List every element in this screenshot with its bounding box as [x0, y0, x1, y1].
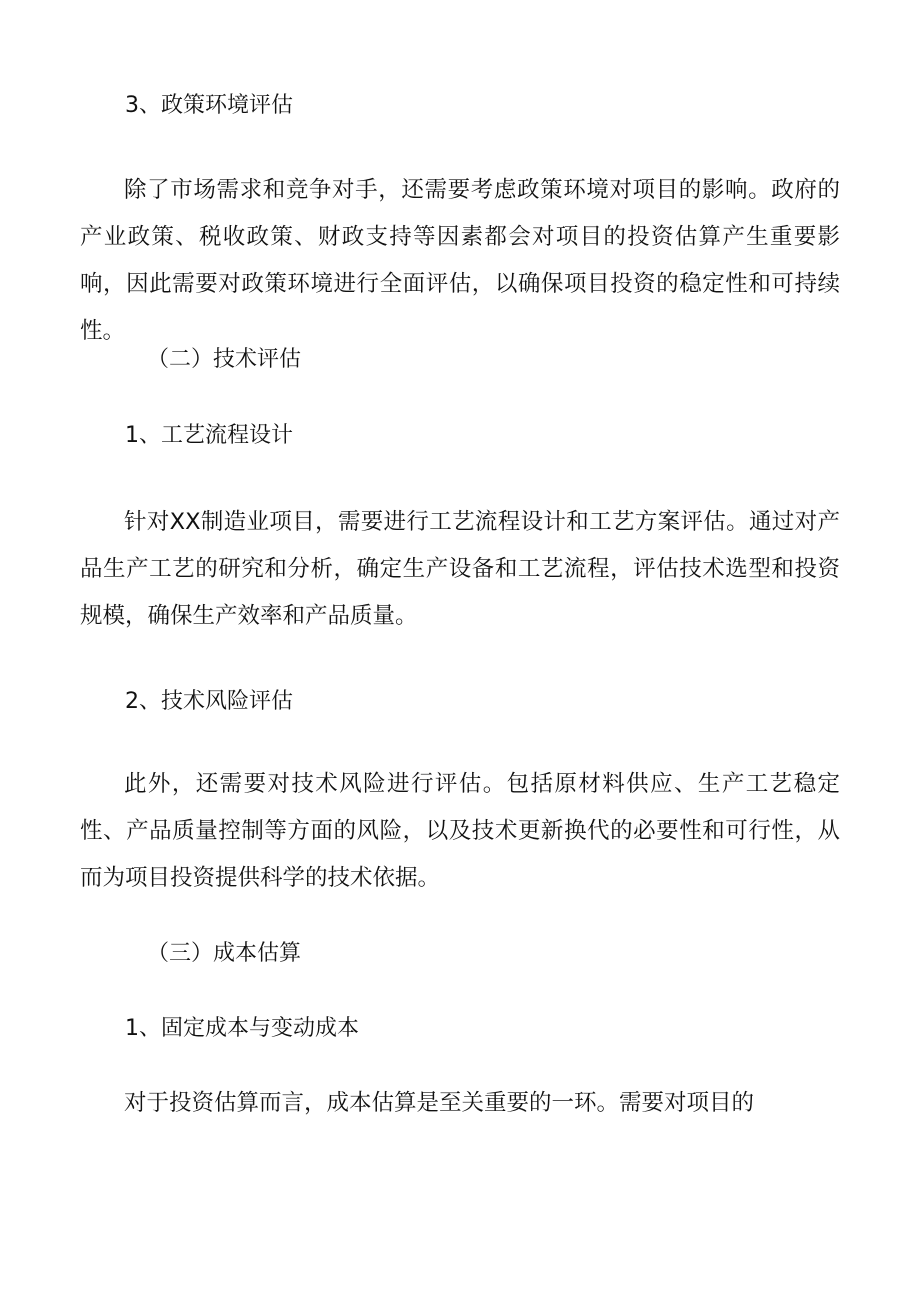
paragraph-policy-environment: 除了市场需求和竞争对手，还需要考虑政策环境对项目的影响。政府的产业政策、税收政策、财政支持等因素都会对项目的投资估算产生重要影响，因此需要对政策环境进行全面评估，以确保项目投资的稳定性和可持续性。: [80, 177, 840, 344]
heading-policy-environment-assessment: 3、政策环境评估: [125, 93, 293, 118]
heading-fixed-and-variable-cost: 1、固定成本与变动成本: [125, 1016, 359, 1041]
paragraph-process-flow-design: 针对XX制造业项目，需要进行工艺流程设计和工艺方案评估。通过对产品生产工艺的研究和分析，确定生产设备和工艺流程，评估技术选型和投资规模，确保生产效率和产品质量。: [80, 509, 840, 629]
heading-process-flow-design: 1、工艺流程设计: [125, 423, 293, 448]
subsection-heading-cost-estimation: （三）成本估算: [147, 941, 302, 966]
paragraph-technical-risk: 此外，还需要对技术风险进行评估。包括原材料供应、生产工艺稳定性、产品质量控制等方面的风险，以及技术更新换代的必要性和可行性，从而为项目投资提供科学的技术依据。: [80, 771, 840, 891]
subsection-heading-technical-assessment: （二）技术评估: [147, 347, 302, 372]
heading-technical-risk-assessment: 2、技术风险评估: [125, 689, 293, 714]
paragraph-cost-estimation: 对于投资估算而言，成本估算是至关重要的一环。需要对项目的: [124, 1090, 755, 1116]
